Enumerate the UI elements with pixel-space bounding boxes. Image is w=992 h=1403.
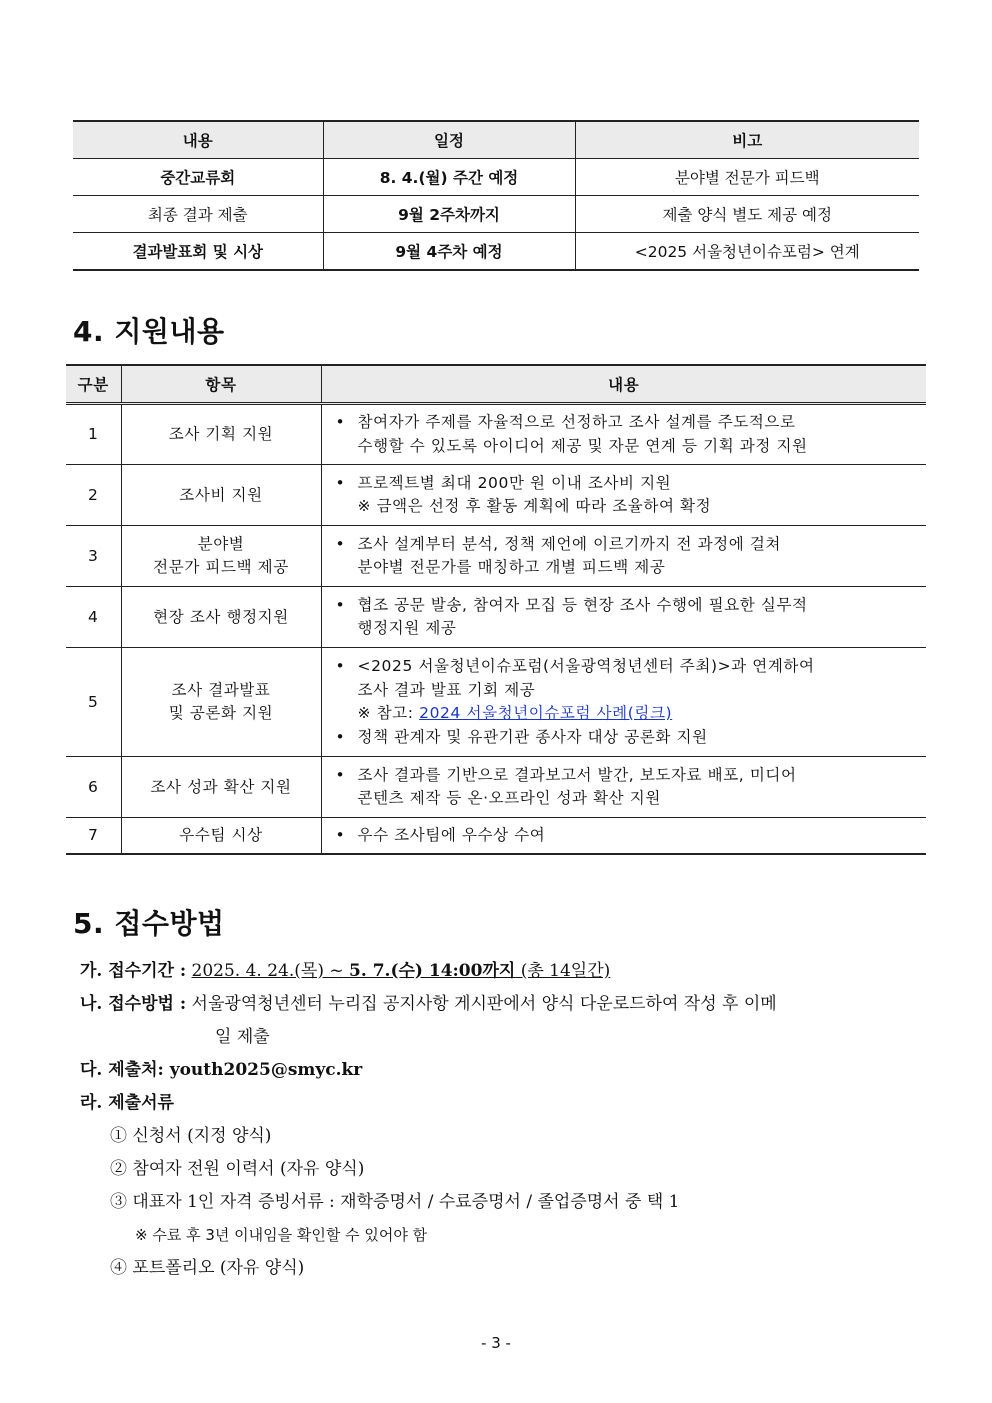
period-label: 가. 접수기간 :	[80, 961, 187, 981]
row-item	[121, 465, 321, 526]
row-item-label: 조사 기획 지원	[168, 425, 274, 443]
table-row	[73, 196, 919, 233]
list-item: • 조사 설계부터 분석, 정책 제언에 이르기까지 전 과정에 걸쳐 분야별 전문가를 매칭하고 개별 피드백 제공	[335, 534, 781, 576]
list-item: • 우수 조사팀에 우수상 수여	[335, 825, 546, 844]
schedule-cell: 9월 2주차까지	[323, 196, 575, 233]
table-row	[66, 818, 926, 854]
row-content	[321, 818, 926, 854]
support-header-item: 항목	[121, 365, 321, 404]
row-content	[321, 648, 926, 757]
row-number: 6	[66, 757, 121, 818]
list-item: ③ 대표자 1인 자격 증빙서류 : 재학증명서 / 수료증명서 / 졸업증명서 중 택 1	[110, 1192, 680, 1212]
list-item: • 협조 공문 발송, 참여자 모집 등 현장 조사 수행에 필요한 실무적 행정지원 제공	[335, 595, 808, 637]
schedule-cell: 분야별 전문가 피드백	[575, 159, 919, 196]
section5-title: 5. 접수방법	[73, 907, 225, 940]
table-row	[66, 648, 926, 757]
table-row	[66, 757, 926, 818]
page-number: - 3 -	[481, 1334, 511, 1352]
schedule-cell: <2025 서울청년이슈포럼> 연계	[575, 233, 919, 271]
schedule-header-row	[73, 121, 919, 159]
period-total: (총 14일간)	[520, 961, 611, 981]
table-row	[66, 526, 926, 587]
content-line: 프로젝트별 최대 200만 원 이내 조사비 지원	[357, 473, 672, 492]
list-item: ① 신청서 (지정 양식)	[110, 1126, 272, 1146]
list-item: • 참여자가 주제를 자율적으로 선정하고 조사 설계를 주도적으로 수행할 수 있도록 아이디어 제공 및 자문 연계 등 기획 과정 지원	[335, 413, 808, 455]
row-number: 1	[66, 404, 121, 465]
row-item	[121, 587, 321, 648]
list-item: • 프로젝트별 최대 200만 원 이내 조사비 지원 ※ 금액은 선정 후 활동 계획에 따라 조율하여 확정	[335, 473, 712, 515]
schedule-header-note: 비고	[575, 121, 919, 159]
note-prefix: ※ 참고:	[357, 704, 420, 722]
period-row	[80, 955, 925, 988]
schedule-cell: 결과발표회 및 시상	[73, 233, 323, 271]
row-content	[321, 404, 926, 465]
row-content	[321, 587, 926, 648]
list-item: • <2025 서울청년이슈포럼(서울광역청년센터 주최)>과 연계하여 조사 결과 발표 기회 제공 ※ 참고: 2024 서울청년이슈포럼 사례(링크)	[335, 657, 815, 722]
row-item-label: 현장 조사 행정지원	[153, 607, 289, 626]
list-item: ④ 포트폴리오 (자유 양식)	[110, 1258, 305, 1278]
row-item-label: 조사 결과발표	[171, 681, 271, 699]
doc3-note: ※ 수료 후 3년 이내임을 확인할 수 있어야 함	[135, 1226, 428, 1244]
schedule-header-content: 내용	[73, 121, 323, 159]
row-item-label: 전문가 피드백 제공	[153, 558, 289, 576]
list-item: ② 참여자 전원 이력서 (자유 양식)	[110, 1159, 365, 1179]
period-start: 2025. 4. 24.(목) ~	[191, 961, 344, 981]
method-text: 서울광역청년센터 누리집 공지사항 게시판에서 양식 다운로드하여 작성 후 이메	[191, 994, 777, 1014]
row-item	[121, 818, 321, 854]
schedule-cell: 9월 4주차 예정	[323, 233, 575, 271]
table-row	[73, 159, 919, 196]
table-row	[66, 404, 926, 465]
content-line: 조사 설계부터 분석, 정책 제언에 이르기까지 전 과정에 걸쳐	[357, 534, 781, 553]
content-line: 분야별 전문가를 매칭하고 개별 피드백 제공	[357, 558, 666, 576]
schedule-cell: 최종 결과 제출	[73, 196, 323, 233]
support-table	[66, 364, 926, 855]
row-number: 3	[66, 526, 121, 587]
schedule-table	[73, 120, 919, 271]
content-line: 콘텐츠 제작 등 온·오프라인 성과 확산 지원	[357, 789, 661, 807]
table-row	[73, 233, 919, 271]
row-number: 5	[66, 648, 121, 757]
schedule-cell: 중간교류회	[73, 159, 323, 196]
content-line: 정책 관계자 및 유관기관 종사자 대상 공론화 지원	[357, 727, 708, 746]
row-item-label: 분야별	[197, 535, 245, 553]
forum-example-link[interactable]: 2024 서울청년이슈포럼 사례(링크)	[419, 704, 673, 722]
row-item	[121, 526, 321, 587]
method-label: 나. 접수방법 :	[80, 994, 187, 1014]
period-end: 5. 7.(수) 14:00까지	[349, 961, 516, 981]
row-item	[121, 757, 321, 818]
row-number: 4	[66, 587, 121, 648]
row-item	[121, 404, 321, 465]
list-item: • 조사 결과를 기반으로 결과보고서 발간, 보도자료 배포, 미디어 콘텐츠 제작 등 온·오프라인 성과 확산 지원	[335, 765, 797, 807]
schedule-cell: 8. 4.(월) 주간 예정	[323, 159, 575, 196]
content-line: 참여자가 주제를 자율적으로 선정하고 조사 설계를 주도적으로	[357, 413, 796, 431]
table-row	[66, 587, 926, 648]
table-row	[66, 465, 926, 526]
content-line: 조사 결과를 기반으로 결과보고서 발간, 보도자료 배포, 미디어	[357, 765, 797, 784]
reference-note	[358, 704, 673, 722]
content-line: 조사 결과 발표 기회 제공	[357, 680, 536, 699]
support-header-row	[66, 365, 926, 404]
content-line: 우수 조사팀에 우수상 수여	[357, 825, 546, 844]
method-row	[80, 988, 925, 1021]
row-number: 7	[66, 818, 121, 854]
schedule-cell: 제출 양식 별도 제공 예정	[575, 196, 919, 233]
content-line: 행정지원 제공	[357, 619, 457, 637]
documents-label: 라. 제출서류	[80, 1093, 174, 1113]
support-header-content: 내용	[321, 365, 926, 404]
row-item-label: 조사 성과 확산 지원	[150, 777, 292, 796]
schedule-header-date: 일정	[323, 121, 575, 159]
submit-email: 다. 제출처: youth2025@smyc.kr	[80, 1060, 363, 1080]
row-number: 2	[66, 465, 121, 526]
row-content	[321, 526, 926, 587]
row-content	[321, 757, 926, 818]
row-content	[321, 465, 926, 526]
support-header-no: 구분	[66, 365, 121, 404]
list-item: • 정책 관계자 및 유관기관 종사자 대상 공론화 지원	[335, 727, 708, 746]
row-item	[121, 648, 321, 757]
row-item-label: 및 공론화 지원	[168, 704, 274, 722]
content-line: 협조 공문 발송, 참여자 모집 등 현장 조사 수행에 필요한 실무적	[357, 595, 808, 614]
section4-title: 4. 지원내용	[73, 315, 225, 348]
content-line: 수행할 수 있도록 아이디어 제공 및 자문 연계 등 기획 과정 지원	[357, 436, 808, 455]
content-line: <2025 서울청년이슈포럼(서울광역청년센터 주최)>과 연계하여	[357, 657, 815, 675]
row-item-label: 우수팀 시상	[179, 825, 263, 844]
submission-section	[80, 955, 925, 1285]
method-text-cont: 일 제출	[215, 1027, 270, 1047]
row-item-label: 조사비 지원	[179, 485, 263, 504]
content-note: ※ 금액은 선정 후 활동 계획에 따라 조율하여 확정	[357, 497, 712, 515]
